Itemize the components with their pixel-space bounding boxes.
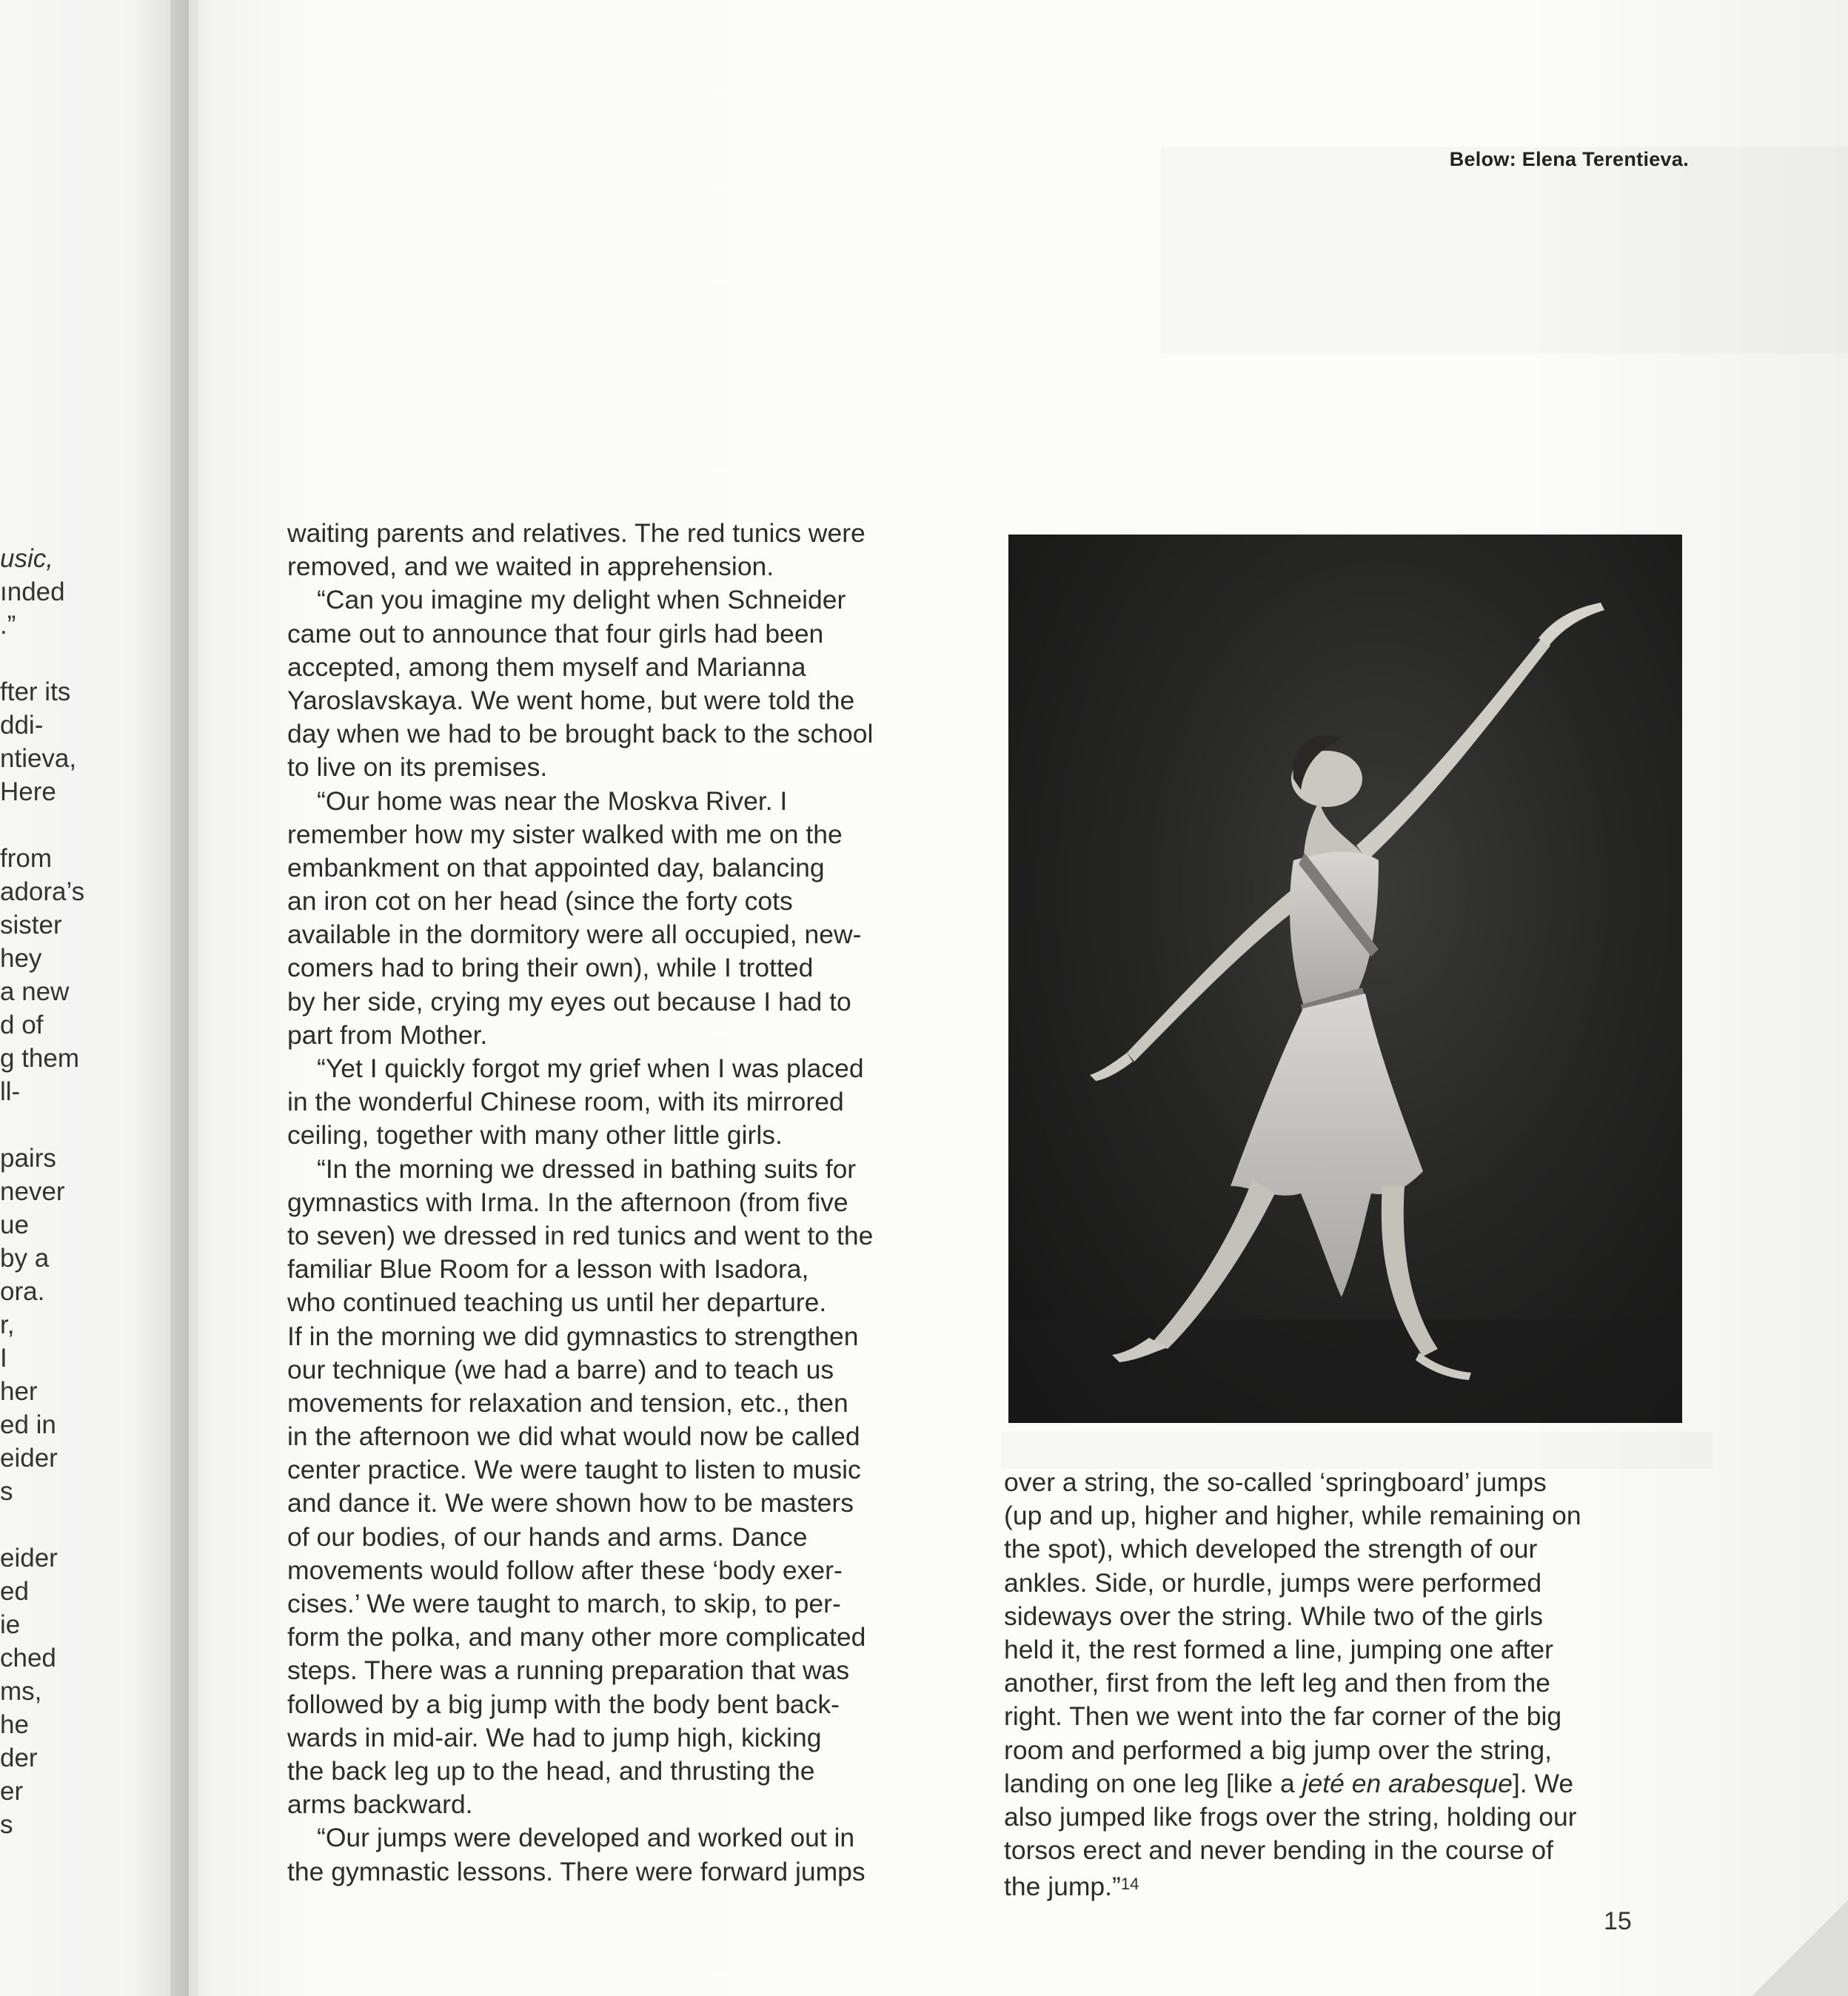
text-line: center practice. We were taught to listen to music <box>287 1455 861 1485</box>
left-page-fragment: fter its <box>0 677 71 706</box>
text-line: of our bodies, of our hands and arms. Dance <box>287 1521 808 1552</box>
text-line: wards in mid-air. We had to jump high, kicking <box>287 1722 822 1752</box>
text-line: followed by a big jump with the body bent back- <box>287 1689 840 1719</box>
text-line: and dance it. We were shown how to be masters <box>287 1488 854 1518</box>
left-page-fragment: he <box>0 1710 29 1739</box>
text-line: waiting parents and relatives. The red tunics were <box>287 518 866 548</box>
left-page-fragment: I <box>0 1344 7 1373</box>
left-page-fragments <box>0 542 93 1841</box>
text-line: “In the morning we dressed in bathing suits for <box>317 1153 857 1184</box>
text-segment: ]. We <box>1512 1768 1574 1798</box>
left-page-fragment: ora. <box>0 1277 45 1306</box>
left-page-fragment: eider <box>0 1544 58 1573</box>
text-line: “Can you imagine my delight when Schneider <box>317 585 846 615</box>
text-line: came out to announce that four girls had been <box>287 618 824 649</box>
page-number: 15 <box>1604 1907 1632 1935</box>
text-line: If in the morning we did gymnastics to strengthen <box>287 1321 859 1351</box>
left-page-fragment: ched <box>0 1644 56 1672</box>
left-page-fragment: ntieva, <box>0 744 77 773</box>
left-page-fragment: pairs <box>0 1144 56 1173</box>
page-corner <box>1752 1900 1848 1996</box>
text-line: movements would follow after these ‘body exer- <box>287 1555 843 1585</box>
left-page-fragment: never <box>0 1177 65 1206</box>
left-page-fragment: g them <box>0 1044 79 1073</box>
text-line: the back leg up to the head, and thrusting the <box>287 1755 815 1786</box>
left-page-fragment <box>0 642 93 675</box>
left-page-fragment: .” <box>0 611 16 640</box>
book-gutter <box>170 0 215 1996</box>
footnote-marker: 14 <box>1120 1875 1139 1894</box>
left-page-fragment <box>0 1108 93 1142</box>
text-line: gymnastics with Irma. In the afternoon (from five <box>287 1187 848 1217</box>
text-line <box>1004 1867 1693 1900</box>
text-line: “Our home was near the Moskva River. I <box>317 786 788 816</box>
text-line: form the polka, and many other more complicated <box>287 1622 866 1652</box>
left-page-fragment: from <box>0 844 52 873</box>
left-page-fragment: s <box>0 1810 13 1839</box>
text-line: also jumped like frogs over the string, holding our <box>1004 1801 1577 1832</box>
left-page-fragment: ue <box>0 1210 29 1239</box>
left-page-fragment: ddi- <box>0 711 44 740</box>
text-column-right <box>1004 1466 1693 1900</box>
bleed-through-text <box>1161 147 1848 354</box>
text-line: available in the dormitory were all occupied, new- <box>287 920 862 950</box>
left-page-fragment: Here <box>0 777 56 806</box>
left-page-fragment: d of <box>0 1011 44 1039</box>
left-page-fragment: der <box>0 1744 38 1772</box>
text-line: Yaroslavskaya. We went home, but were told the <box>287 685 855 715</box>
italic-phrase: jeté en arabesque <box>1302 1768 1513 1798</box>
text-line: to live on its premises. <box>287 752 548 783</box>
text-line: sideways over the string. While two of the girls <box>1004 1601 1544 1631</box>
text-line: in the afternoon we did what would now be called <box>287 1421 860 1452</box>
left-page-fragment: ll- <box>0 1077 21 1106</box>
left-page-fragment: ms, <box>0 1677 42 1706</box>
left-page-fragment: a new <box>0 977 70 1006</box>
text-line: familiar Blue Room for a lesson with Isadora, <box>287 1254 809 1285</box>
left-page-fragment: hey <box>0 944 42 973</box>
text-segment: the jump.” <box>1004 1872 1121 1902</box>
text-line: who continued teaching us until her departure. <box>287 1287 827 1318</box>
dancer-photograph <box>1008 535 1682 1423</box>
dancer-figure <box>1008 535 1682 1423</box>
left-page-fragment: by a <box>0 1244 50 1273</box>
text-line: our technique (we had a barre) and to teach us <box>287 1354 834 1384</box>
text-line: to seven) we dressed in red tunics and went to the <box>287 1220 874 1250</box>
text-line: comers had to bring their own), while I trotted <box>287 953 814 983</box>
text-line: over a string, the so-called ‘springboard’ jumps <box>1004 1467 1547 1497</box>
text-line: cises.’ We were taught to march, to skip, to per- <box>287 1589 841 1618</box>
text-line: removed, and we waited in apprehension. <box>287 552 774 582</box>
text-line: arms backward. <box>287 1789 473 1820</box>
text-line: torsos erect and never bending in the course of <box>1004 1835 1554 1866</box>
left-page-fragment <box>0 808 93 842</box>
left-page-fragment: her <box>0 1377 38 1406</box>
text-line: held it, the rest formed a line, jumping one after <box>1004 1634 1553 1664</box>
text-line: movements for relaxation and tension, etc., then <box>287 1387 848 1418</box>
text-line: “Yet I quickly forgot my grief when I was placed <box>317 1054 864 1083</box>
text-line: (up and up, higher and higher, while remaining on <box>1004 1501 1581 1531</box>
text-line: accepted, among them myself and Marianna <box>287 652 806 682</box>
left-page-fragment: sister <box>0 911 62 940</box>
left-page-fragment: usic, <box>0 544 53 573</box>
left-page-fragment: ed <box>0 1577 29 1606</box>
text-line: ceiling, together with many other little girls. <box>287 1120 783 1151</box>
text-line: right. Then we went into the far corner of the big <box>1004 1701 1562 1732</box>
text-segment: landing on one leg [like a <box>1004 1768 1302 1798</box>
left-page-fragment: r, <box>0 1310 15 1339</box>
bleed-through-text <box>1002 1432 1713 1469</box>
left-page-fragment: s <box>0 1477 13 1506</box>
text-line: embankment on that appointed day, balancing <box>287 852 825 883</box>
text-line <box>1004 1767 1693 1801</box>
left-page-fragment: ed in <box>0 1410 56 1439</box>
text-line: day when we had to be brought back to the school <box>287 719 874 749</box>
text-line: by her side, crying my eyes out because I had to <box>287 986 851 1017</box>
left-page-fragment <box>0 1508 93 1541</box>
text-line: an iron cot on her head (since the forty cots <box>287 886 793 917</box>
text-line: “Our jumps were developed and worked out in <box>317 1823 855 1853</box>
photo-caption: Below: Elena Terentieva. <box>1449 148 1689 170</box>
text-line: the spot), which developed the strength of our <box>1004 1534 1538 1564</box>
text-line: another, first from the left leg and then from the <box>1004 1668 1551 1698</box>
text-line: in the wonderful Chinese room, with its mirrored <box>287 1087 844 1117</box>
left-page-fragment: ie <box>0 1610 21 1639</box>
text-line: ankles. Side, or hurdle, jumps were performed <box>1004 1567 1542 1598</box>
text-line: room and performed a big jump over the string, <box>1004 1735 1552 1765</box>
left-page-fragment: adora’s <box>0 877 85 906</box>
text-line: the gymnastic lessons. There were forward jumps <box>287 1856 866 1886</box>
text-line: remember how my sister walked with me on the <box>287 819 843 849</box>
left-page-fragment: er <box>0 1777 24 1806</box>
left-page-fragment: eider <box>0 1444 58 1473</box>
text-column-left <box>287 517 991 1889</box>
left-page-fragment: ınded <box>0 577 65 606</box>
text-line: steps. There was a running preparation that was <box>287 1655 850 1686</box>
text-line: part from Mother. <box>287 1019 488 1050</box>
